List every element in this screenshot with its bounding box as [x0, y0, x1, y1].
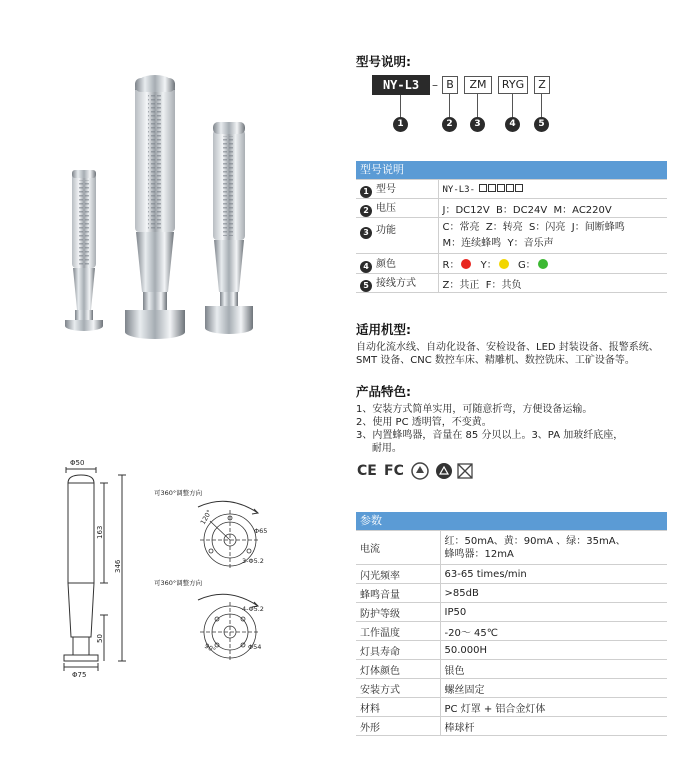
param-value-line2: 蜂鸣器：12mA [444, 548, 514, 560]
code-leader [400, 95, 401, 117]
code-number-badge: 1 [393, 117, 408, 132]
feature-line: 3、内置蜂鸣器，音量在 85 分贝以上。3、PA 加玻纤底座， [356, 430, 624, 441]
row-number-badge: 4 [360, 261, 372, 273]
product-photo [60, 70, 270, 345]
spec-row-wiring [356, 274, 667, 293]
code-part-color: RYG [498, 76, 528, 94]
spec-row-voltage [356, 199, 667, 218]
dim-top-dia: Φ50 [70, 459, 85, 467]
param-value: 银色 [440, 660, 667, 679]
color-dot-red [461, 259, 471, 269]
feature-line: 2、使用 PC 透明管，不变黄。 [356, 417, 492, 428]
code-leader [512, 94, 513, 117]
param-value: >85dB [440, 584, 667, 603]
spec-row-function [356, 218, 667, 254]
code-number-badge: 2 [442, 117, 457, 132]
code-leader [541, 94, 542, 117]
recycle-icon [436, 463, 452, 479]
code-leader [449, 94, 450, 117]
color-letter-green: G： [517, 260, 536, 271]
tower-light-small [65, 170, 103, 331]
params-row [356, 698, 667, 717]
code-dash: – [432, 78, 438, 92]
color-dot-green [538, 259, 548, 269]
model-code: NY-L3 [372, 75, 430, 95]
row-number-badge: 3 [360, 227, 372, 239]
top-view-drawings [150, 485, 290, 665]
feature-line: 1、安装方式简单实用，可随意折弯，方便设备运输。 [356, 404, 593, 415]
spec-table-header: 型号说明 [356, 161, 667, 179]
code-leader [477, 94, 478, 117]
param-value: PC 灯罩 + 铝合金灯体 [440, 698, 667, 717]
spec-value: Z：共正 F：共负 [438, 274, 667, 293]
tower-light-medium [205, 122, 253, 334]
code-part-function: ZM [464, 76, 492, 94]
spec-label: 型号 [376, 184, 396, 195]
params-row [356, 717, 667, 736]
code-part-voltage: B [442, 76, 458, 94]
params-table [356, 530, 667, 736]
param-label: 灯具寿命 [356, 641, 440, 660]
spec-label: 颜色 [376, 258, 396, 270]
applicable-line: 自动化流水线、自动化设备、安检设备、LED 封装设备、报警系统、 [356, 342, 659, 353]
param-label: 外形 [356, 717, 440, 736]
param-label: 闪光频率 [356, 565, 440, 584]
rotate-label-2: 可360°调整方向 [154, 579, 203, 587]
dim-163: 163 [96, 525, 104, 539]
param-value: -20～ 45℃ [440, 622, 667, 641]
spec-table [356, 179, 667, 293]
param-value: 50.000H [440, 641, 667, 660]
spec-row-color [356, 254, 667, 274]
certification-logos [410, 461, 490, 481]
spec-label: 功能 [376, 225, 396, 236]
dim-346: 346 [114, 559, 122, 573]
dim-dia-65: Φ65 [254, 527, 268, 535]
params-row [356, 584, 667, 603]
row-number-badge: 2 [360, 205, 372, 217]
params-row [356, 565, 667, 584]
spec-label: 接线方式 [376, 278, 416, 289]
placeholder-boxes [479, 184, 524, 195]
param-label: 安装方式 [356, 679, 440, 698]
features-text [356, 403, 623, 455]
param-value: 螺丝固定 [440, 679, 667, 698]
features-title: 产品特色: [356, 384, 411, 399]
angle-90: 90° [203, 641, 217, 655]
applicable-text [356, 341, 659, 367]
params-row [356, 679, 667, 698]
param-value: 63-65 times/min [440, 565, 667, 584]
spec-row-model [356, 180, 667, 199]
spec-value: C：常亮 Z：转亮 S：闪亮 J：间断蜂鸣 [442, 221, 625, 233]
applicable-line: SMT 设备、CNC 数控车床、精雕机、数控铣床、工矿设备等。 [356, 355, 635, 366]
dim-50: 50 [96, 634, 104, 643]
param-label: 灯体颜色 [356, 660, 440, 679]
tower-light-tall [125, 75, 185, 339]
spec-value: J：DC12V B：DC24V M：AC220V [438, 199, 667, 218]
dim-base-dia: Φ75 [72, 671, 87, 679]
model-section-title: 型号说明: [356, 54, 411, 69]
fc-mark: FC [384, 463, 404, 479]
holes-3: 3-Φ5.2 [242, 557, 264, 565]
side-view-drawing [38, 455, 138, 685]
rotate-label-1: 可360°调整方向 [154, 489, 203, 497]
param-value: 红：50mA、黄：90mA 、绿：35mA、 [444, 535, 626, 547]
code-number-badge: 3 [470, 117, 485, 132]
ce-mark: CE [357, 463, 377, 479]
row-number-badge: 5 [360, 280, 372, 292]
dim-dia-54: Φ54 [248, 643, 262, 651]
code-number-badge: 5 [534, 117, 549, 132]
feature-line: 耐用。 [356, 443, 402, 454]
param-label: 蜂鸣音量 [356, 584, 440, 603]
params-row [356, 660, 667, 679]
params-row [356, 603, 667, 622]
spec-label: 电压 [376, 203, 396, 214]
spec-value-line2: M：连续蜂鸣 Y：音乐声 [442, 237, 554, 249]
param-label: 工作温度 [356, 622, 440, 641]
param-label: 防护等级 [356, 603, 440, 622]
param-label: 电流 [356, 531, 440, 565]
param-value: IP50 [440, 603, 667, 622]
applicable-title: 适用机型: [356, 322, 411, 337]
param-label: 材料 [356, 698, 440, 717]
color-letter-yellow: Y： [480, 260, 497, 271]
spec-value: NY-L3- [442, 184, 476, 195]
params-table-header: 参数 [356, 512, 667, 530]
holes-4: 4-Φ5.2 [242, 605, 264, 613]
row-number-badge: 1 [360, 186, 372, 198]
param-value: 棒球杆 [440, 717, 667, 736]
color-dot-yellow [499, 259, 509, 269]
angle-120: 120° [198, 508, 214, 526]
code-number-badge: 4 [505, 117, 520, 132]
params-row [356, 641, 667, 660]
params-row [356, 622, 667, 641]
params-row [356, 531, 667, 565]
code-part-wiring: Z [534, 76, 550, 94]
color-letter-red: R： [442, 260, 460, 271]
